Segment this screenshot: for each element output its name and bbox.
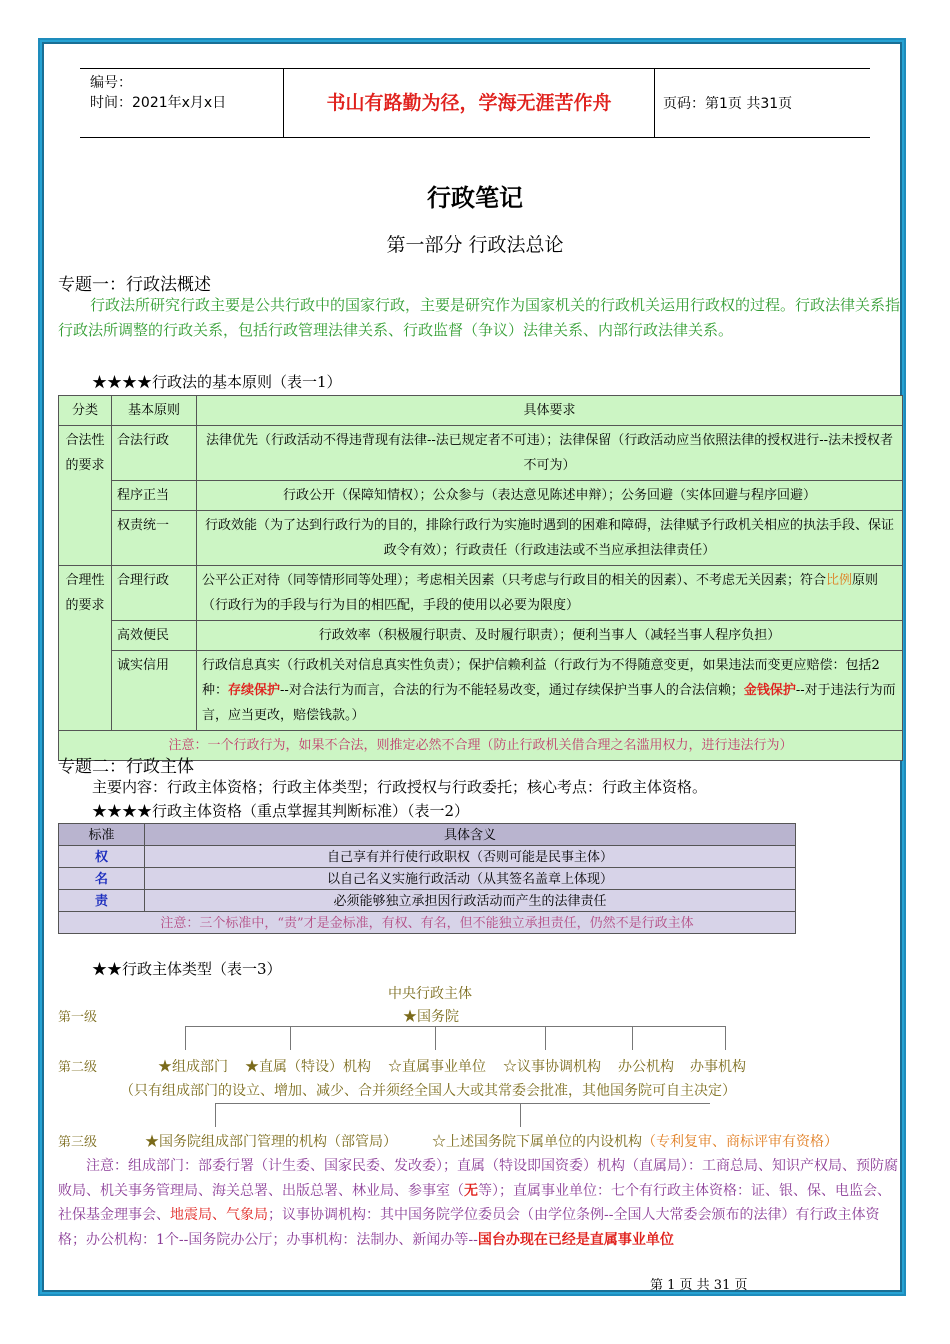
date-label: 时间：2021年x月x日 [90,95,227,111]
note-highlight: 地震局、气象局 [170,1207,268,1223]
tree-node: ★国务院组成部门管理的机构（部管局） [145,1134,397,1150]
standard-value: 自己享有并行使行政职权（否则可能是民事主体） [145,846,796,868]
level-2-label: 第二级 [58,1060,98,1075]
tree-connector [215,1103,216,1127]
table-row [59,846,796,868]
col-header: 基本原则 [112,396,197,426]
tree-node: ★直属（特设）机构 [245,1059,371,1075]
principle-cell: 合理行政 [112,566,197,621]
note-highlight: 无 [464,1182,478,1199]
table-row [59,511,903,566]
tree-node: 办公机构 [618,1059,674,1075]
highlight-text: 比例 [826,573,853,588]
note-highlight: 国台办现在已经是直属事业单位 [477,1231,674,1248]
topic1-heading: 专题一：行政法概述 [58,275,211,295]
requirement-cell [197,566,903,621]
level-2-note: （只有组成部门的设立、增加、减少、合并须经全国人大或其常委会批准，其他国务院可自主决定） [120,1083,736,1099]
table-row [59,481,903,511]
principle-cell: 诚实信用 [112,651,197,731]
table-note: 注意：一个行政行为，如果不合法，则推定必然不合理（防止行政机关借合理之名滥用权力，进行违法行为） [59,731,903,761]
note-text: ；议事协调机构：其中国务院学位委员会（由学位条例--全国人大常委会颁布的法律）有行政主体资格；办公机构：1个--国务院办公厅；办事机构：法制办、新闻办等-- [58,1207,880,1248]
number-label: 编号： [90,75,132,91]
subject-qualification-table [58,823,796,934]
table-row [59,890,796,912]
req-text: --对合法行为而言，合法的行为不能轻易改变，通过存续保护当事人的合法信赖； [280,683,744,698]
topic1-paragraph: 行政法所研究行政主要是公共行政中的国家行政，主要是研究作为国家机关的行政机关运用行政权的过程。行政法律关系指行政法所调整的行政关系，包括行政管理法律关系、行政监督（争议）法律关系、内部行政法律关系。 [58,296,901,339]
tree-node: ☆直属事业单位 [388,1059,486,1075]
motto: 书山有路勤为径，学海无涯苦作舟 [283,69,655,137]
table1-caption: ★★★★行政法的基本原则（表一1） [92,373,342,391]
tree-connector [545,1026,546,1050]
requirement-cell [197,651,903,731]
subject-types-note [58,1154,903,1252]
state-council-node: ★国务院 [403,1009,459,1025]
tree-connector [185,1026,725,1027]
table-row [59,651,903,731]
tree-node: 办事机构 [690,1059,746,1075]
requirement-cell: 行政公开（保障知情权）；公众参与（表达意见陈述申辩）；公务回避（实体回避与程序回避） [197,481,903,511]
col-header: 具体要求 [197,396,903,426]
tree-node-note: （专利复审、商标评审有资格） [642,1134,838,1150]
tree-connector [185,1026,186,1050]
header-meta [90,73,226,113]
req-text: --对于违法行为而言，应当更改，赔偿钱款。） [202,683,896,723]
page-footer: 第 1 页 共 31 页 [650,1278,748,1293]
principle-cell: 高效便民 [112,621,197,651]
requirement-cell: 行政效率（积极履行职责、及时履行职责）；便利当事人（减轻当事人程序负担） [197,621,903,651]
tree-connector [290,1026,291,1050]
table-header-row [59,824,796,846]
tree-node-label: ☆上述国务院下属单位的内设机构 [432,1134,642,1150]
doc-subtitle: 第一部分 行政法总论 [386,234,564,256]
note-text: 等）；直属事业单位：七个有行政主体资格：证、银、保、电监会、社保基金理事会、 [58,1182,891,1223]
requirement-cell: 法律优先（行政活动不得违背现有法律--法已规定者不可违）；法律保留（行政活动应当依照法律的授权进行--法未授权者不可为） [197,426,903,481]
topic2-intro: 主要内容：行政主体资格；行政主体类型；行政授权与行政委托；核心考点：行政主体资格。 [92,778,708,796]
tree-node: ☆议事协调机构 [503,1059,601,1075]
category-cell: 合理性的要求 [59,566,112,731]
tree-node [432,1131,838,1151]
table-header-row [59,396,903,426]
tree-connector [435,1026,436,1050]
tree-connector [520,1103,521,1127]
note-text: 注意：组成部门：部委行署（计生委、国家民委、发改委）；直属（特设即国资委）机构（直属局）：工商总局、知识产权局、预防腐败局、机关事务管理局、海关总署、出版总署、林业局、参事室（ [58,1158,898,1199]
page-label: 页码：第1页 共31页 [663,96,793,112]
level-3-label: 第三级 [58,1135,98,1150]
table-row [59,566,903,621]
req-text: 公平公正对待（同等情形同等处理）；考虑相关因素（只考虑与行政目的相关的因素）、不考虑无关因素；符合 [202,573,827,588]
req-text: 行政信息真实（行政机关对信息真实性负责）；保护信赖利益（行政行为不得随意变更，如果违法而变更应赔偿：包括2种： [202,658,880,698]
table-row [59,426,903,481]
table-note-row [59,912,796,934]
header-box [80,68,870,138]
table-row [59,868,796,890]
doc-title: 行政笔记 [427,184,523,212]
highlight-text: 存续保护 [228,683,281,698]
table-note: 注意：三个标准中，“责”才是金标准，有权、有名，但不能独立承担责任，仍然不是行政主体 [59,912,796,934]
table3-caption: ★★行政主体类型（表一3） [92,960,282,978]
topic2-heading: 专题二：行政主体 [58,757,194,777]
category-cell: 合法性的要求 [59,426,112,566]
tree-node: ★组成部门 [158,1059,228,1075]
tree-root: 中央行政主体 [388,986,472,1002]
standard-key: 责 [59,890,145,912]
standard-value: 必须能够独立承担因行政活动而产生的法律责任 [145,890,796,912]
principles-table [58,395,903,761]
req-text: 原则（行政行为的手段与行为目的相匹配，手段的使用以必要为限度） [202,573,879,613]
col-header: 具体含义 [145,824,796,846]
tree-connector [725,1026,726,1050]
standard-key: 名 [59,868,145,890]
principle-cell: 程序正当 [112,481,197,511]
col-header: 标准 [59,824,145,846]
level-1-label: 第一级 [58,1010,98,1025]
standard-value: 以自己名义实施行政活动（从其签名盖章上体现） [145,868,796,890]
principle-cell: 权责统一 [112,511,197,566]
requirement-cell: 行政效能（为了达到行政行为的目的，排除行政行为实施时遇到的困难和障碍，法律赋予行政机关相应的执法手段、保证政令有效）；行政责任（行政违法或不当应承担法律责任） [197,511,903,566]
col-header: 分类 [59,396,112,426]
highlight-text: 金钱保护 [743,683,796,698]
standard-key: 权 [59,846,145,868]
principle-cell: 合法行政 [112,426,197,481]
table-row [59,621,903,651]
tree-connector [215,1103,710,1104]
tree-connector [632,1026,633,1050]
table2-caption: ★★★★行政主体资格（重点掌握其判断标准）（表一2） [92,802,470,820]
